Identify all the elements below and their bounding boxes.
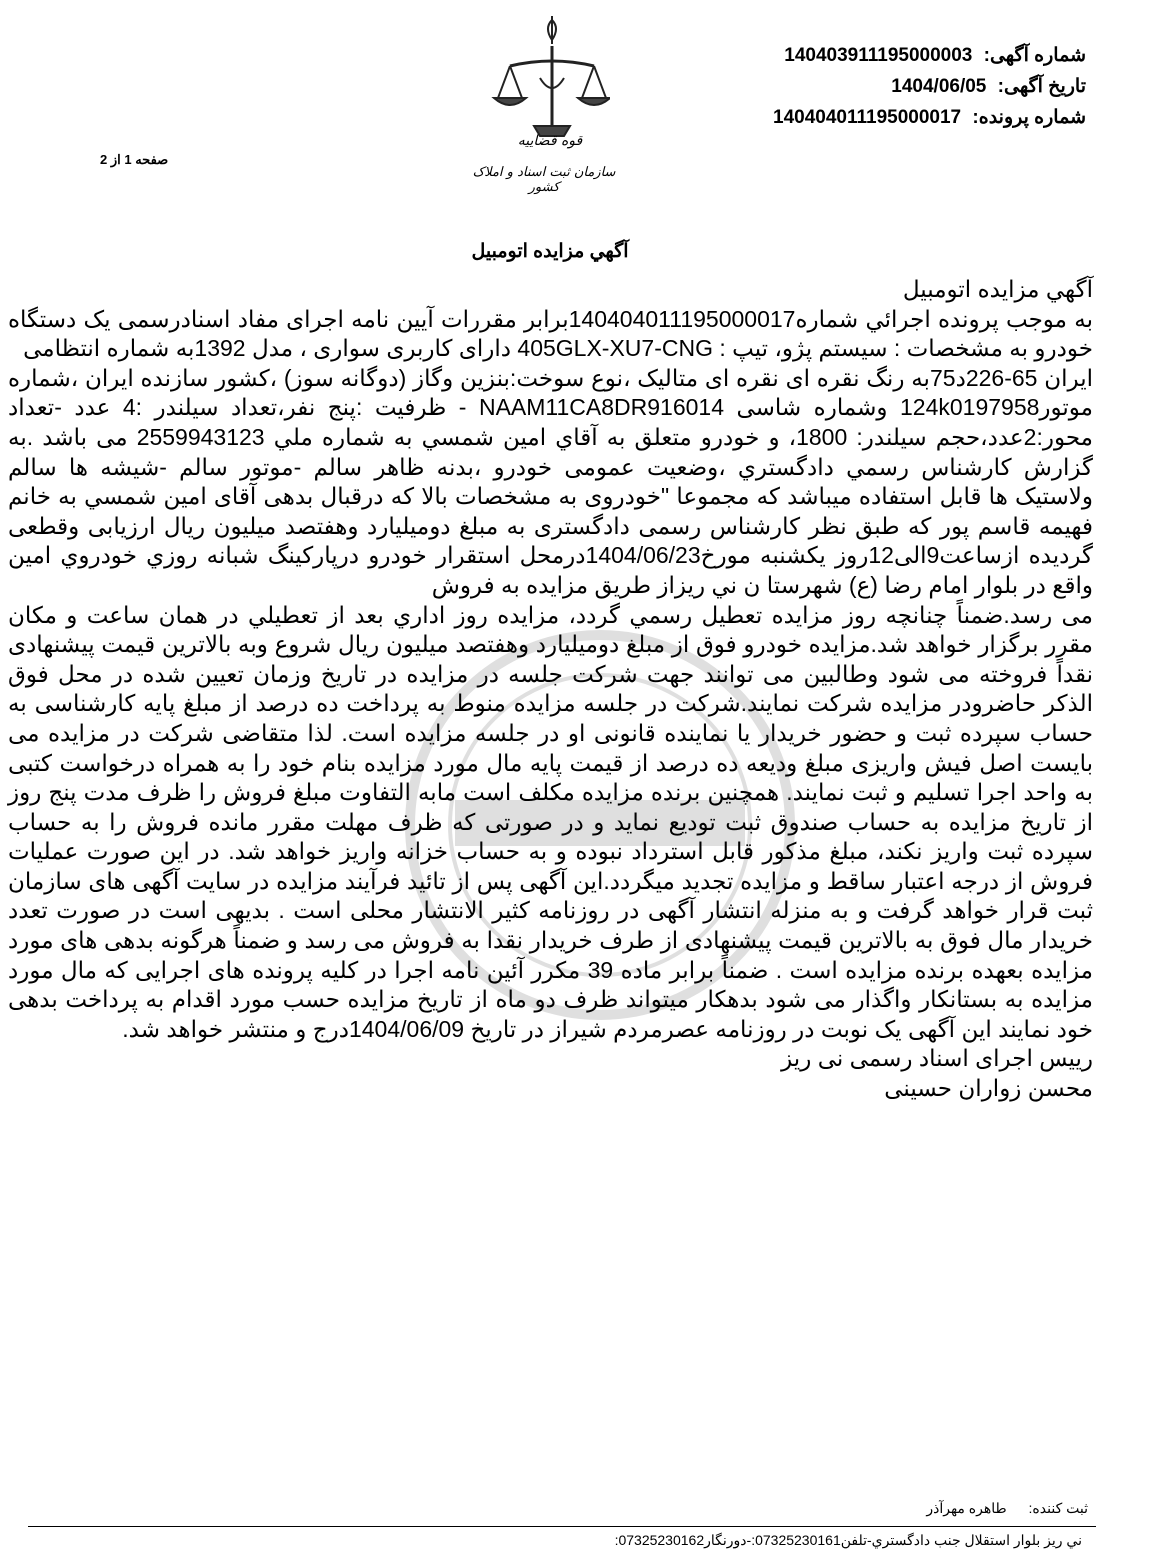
- notice-paragraph: ايران 65-226د75به رنگ نقره ای نقره ای متاليک ،نوع سوخت:بنزين وگاز (دوگانه سوز) ،کشور سازنده ايران ،شماره موتور124k0197958 وشماره شاسی NAAM11CA8DR916014 - ظرفيت :پنج نفر،تعداد سيلندر :4 عدد -تعداد محور:2عدد،حجم سيلندر: 1800، و خودرو متعلق به آقاي امين شمسي به شماره ملي 2559943123 می باشد .به گزارش کارشناس رسمي دادگستري ،وضعيت عمومی خودرو ،بدنه ظاهر سالم -موتور سالم -شيشه ها سالم ولاستيک ها قابل استفاده ميباشد که مجموعا "خودروی به مشخصات بالا که درقبال بدهی آقای امين شمسي به خانم فهيمه قاسم پور که طبق نظر کارشناس رسمی دادگستری به مبلغ دوميليارد وهفتصد ميليون ريال ارزيابی وقطعی گرديده ازساعت9الی12روز يکشنبه مورخ1404/06/23درمحل استقرار خودرو درپارکينگ شبانه روزي خودروي امين واقع در بلوار امام رضا (ع) شهرستا ن ني ريزاز طريق مزايده به فروش: [8, 364, 1094, 598]
- ad-number-row: [666, 40, 1086, 71]
- file-number-label: شماره پرونده:: [972, 107, 1086, 128]
- emblem-caption-judiciary: قوه قضاییه: [517, 133, 583, 149]
- footer-divider: [28, 1526, 1096, 1527]
- notice-heading: آگهي مزايده اتومبيل: [902, 276, 1093, 302]
- ad-number: 140403911195000003: [784, 45, 973, 66]
- registrar-label: ثبت کننده:: [1028, 1500, 1088, 1516]
- judiciary-emblem: [470, 8, 616, 198]
- ad-date-row: [666, 71, 1086, 102]
- signature-name: محسن زواران حسينی: [884, 1075, 1093, 1102]
- notice-paragraph: می رسد.ضمناً چنانچه روز مزايده تعطيل رسمي گردد، مزايده روز اداري بعد از تعطيلي در همان ساعت و مکان مقرر برگزار خواهد شد.مزايده خودرو فوق از مبلغ دوميليارد وهفتصد ميليون ريال شروع وبه بالاترين قيمت پيشنهادی نقداً فروخته می شود وطالبين می توانند جهت شرکت جلسه در مزايده در تاريخ وزمان تعيين شده در محل فوق الذکر حاضرودر مزايده شرکت نمايند.شرکت در جلسه مزايده منوط به پرداخت ده درصد از مبلغ پايه کارشناسی به حساب سپرده ثبت و حضور خريدار يا نماينده قانونی او در جلسه مزايده است. لذا متقاضی شرکت در مزايده می بايست اصل فيش واريزی مبلغ وديعه ده درصد از قيمت پايه مال مورد مزايده بنام خود را به همراه درخواست کتبی به واحد اجرا تسليم و ثبت نمايند. همچنين برنده مزايده مکلف است مابه التفاوت مبلغ فروش را ظرف مدت پنج روز از تاريخ مزايده به حساب صندوق ثبت توديع نمايد و در صورتی که ظرف مهلت مقرر مانده فروش را به حساب سپرده ثبت واريز نکند، مبلغ مذکور قابل استرداد نبوده و به حساب خزانه واريز خواهد شد. در اين صورت عمليات فروش از درجه اعتبار ساقط و مزايده تجديد ميگردد.اين آگهی پس از تائيد فرآيند مزايده در سايت آگهی های سازمان ثبت قرار خواهد گرفت و به منزله انتشار آگهی در روزنامه کثير الانتشار محلی است . بديهی است در صورت تعدد خريدار مال فوق به بالاترين قيمت پيشنهادی از طرف خريدار نقدا به فروش می رسد و ضمناً هرگونه بدهی های مورد مزايده بعهده برنده مزايده است . ضمناً برابر ماده 39 مکرر آئين نامه اجرا در کليه پرونده های اجرايی که مال مورد مزايده به بستانکار واگذار می شود بدهکار ميتواند ظرف دو ماه از تاريخ مزايده حسب مورد اقدام به پرداخت بدهی خود نمايند اين آگهی يک نوبت در روزنامه عصرمردم شيراز در تاريخ 1404/06/09درج و منتشر خواهد شد.: [8, 601, 1094, 1042]
- page-number: صفحه 1 از 2: [100, 152, 169, 167]
- registrar-name: طاهره مهرآذر: [926, 1500, 1007, 1516]
- ad-date-label: تاریخ آگهی:: [997, 76, 1086, 97]
- ad-number-label: شماره آگهی:: [983, 45, 1086, 66]
- notice-paragraph: به موجب پرونده اجرائي شماره140404011195000017برابر مقررات آيين نامه اجرای مفاد اسنادرسمی يک دستگاه خودرو به مشخصات : سيستم پژو، تيپ : 405GLX-XU7-CNG دارای کاربری سواری ، مدل 1392به شماره انتظامی: [8, 305, 1093, 362]
- registrar-line: [926, 1500, 1088, 1517]
- ad-meta-block: [666, 40, 1086, 133]
- signature-title: رييس اجرای اسناد رسمی نی ريز: [781, 1045, 1093, 1072]
- notice-body: [8, 275, 1093, 1104]
- file-number: 140404011195000017: [773, 107, 962, 128]
- page-title: آگهي مزايده اتومبيل: [471, 241, 629, 262]
- ad-date: 1404/06/05: [891, 76, 987, 97]
- office-address: ني ريز بلوار استقلال جنب دادگستري-تلفن07325230161:-دورنگار07325230162:: [614, 1532, 1082, 1548]
- emblem-caption-org: سازمان ثبت اسناد و املاک کشور: [472, 165, 616, 195]
- file-number-row: [666, 102, 1086, 133]
